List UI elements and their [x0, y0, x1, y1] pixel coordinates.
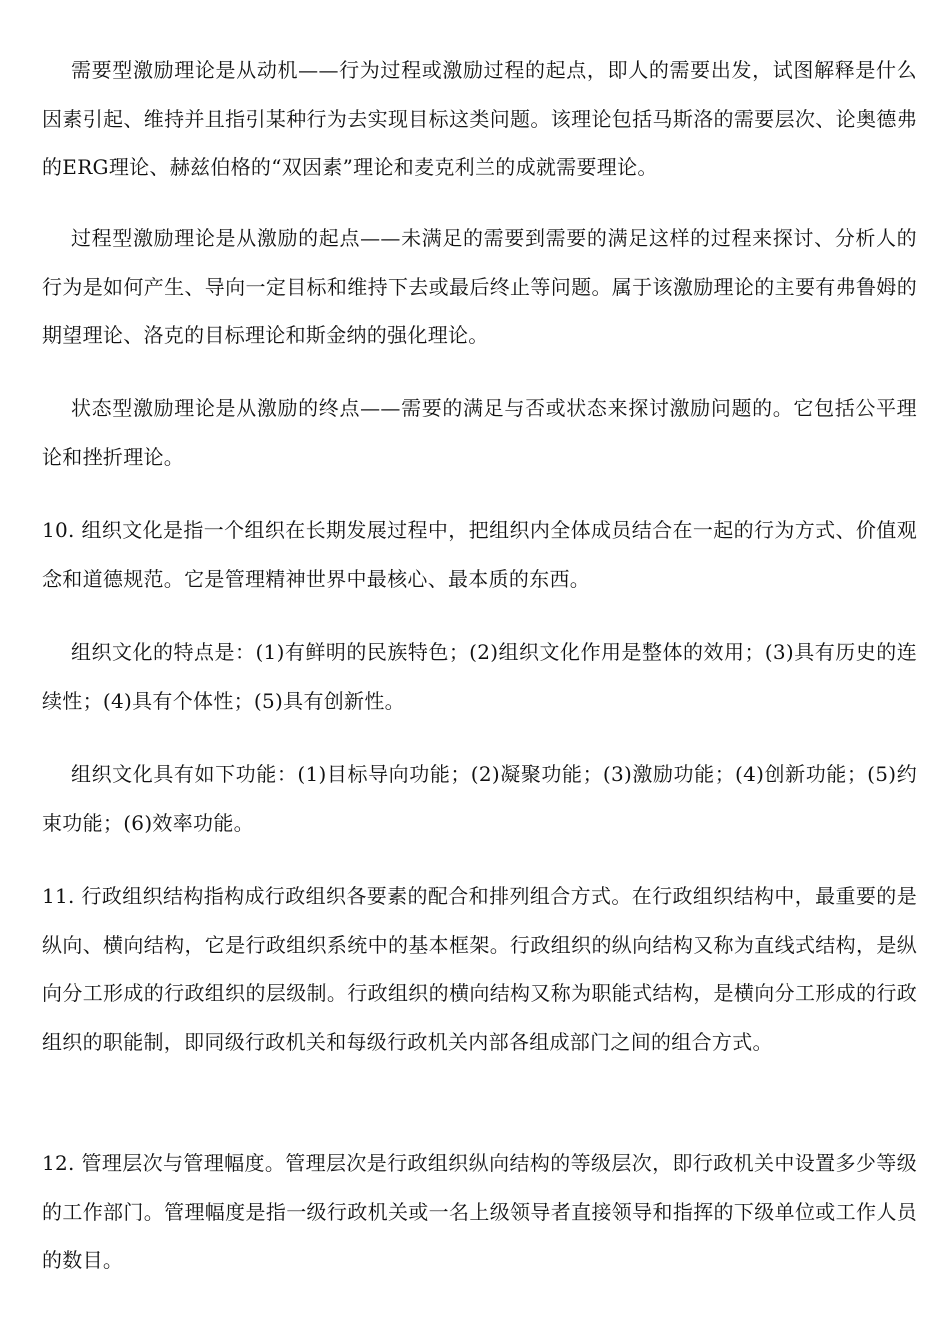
paragraph-process-theories: 过程型激励理论是从激励的起点——未满足的需要到需要的满足这样的过程来探讨、分析人的行为是如何产生、导向一定目标和维持下去或最后终止等问题。属于该激励理论的主要有弗鲁姆的期望理论、洛克的目标理论和斯金纳的强化理论。 — [42, 226, 917, 347]
paragraph-culture-characteristics: 组织文化的特点是：(1)有鲜明的民族特色；(2)组织文化作用是整体的效用；(3)具有历史的连续性；(4)具有个体性；(5)具有创新性。 — [42, 640, 917, 713]
paragraph-item-11-administrative-structure: 11. 行政组织结构指构成行政组织各要素的配合和排列组合方式。在行政组织结构中，最重要的是纵向、横向结构，它是行政组织系统中的基本框架。行政组织的纵向结构又称为直线式结构，是纵向分工形成的行政组织的层级制。行政组织的横向结构又称为职能式结构，是横向分工形成的行政组织的职能制，即同级行政机关和每级行政机关内部各组成部门之间的组合方式。 — [42, 884, 917, 1054]
paragraph-culture-functions: 组织文化具有如下功能：(1)目标导向功能；(2)凝聚功能；(3)激励功能；(4)创新功能；(5)约束功能；(6)效率功能。 — [42, 762, 917, 835]
paragraph-need-theories: 需要型激励理论是从动机——行为过程或激励过程的起点，即人的需要出发，试图解释是什么因素引起、维持并且指引某种行为去实现目标这类问题。该理论包括马斯洛的需要层次、论奥德弗的ERG理论、赫兹伯格的“双因素”理论和麦克利兰的成就需要理论。 — [42, 58, 917, 179]
paragraph-item-10-organizational-culture: 10. 组织文化是指一个组织在长期发展过程中，把组织内全体成员结合在一起的行为方式、价值观念和道德规范。它是管理精神世界中最核心、最本质的东西。 — [42, 518, 917, 591]
paragraph-item-12-management-levels: 12. 管理层次与管理幅度。管理层次是行政组织纵向结构的等级层次，即行政机关中设置多少等级的工作部门。管理幅度是指一级行政机关或一名上级领导者直接领导和指挥的下级单位或工作人员的数目。 — [42, 1151, 917, 1272]
paragraph-state-theories: 状态型激励理论是从激励的终点——需要的满足与否或状态来探讨激励问题的。它包括公平理论和挫折理论。 — [42, 396, 917, 469]
